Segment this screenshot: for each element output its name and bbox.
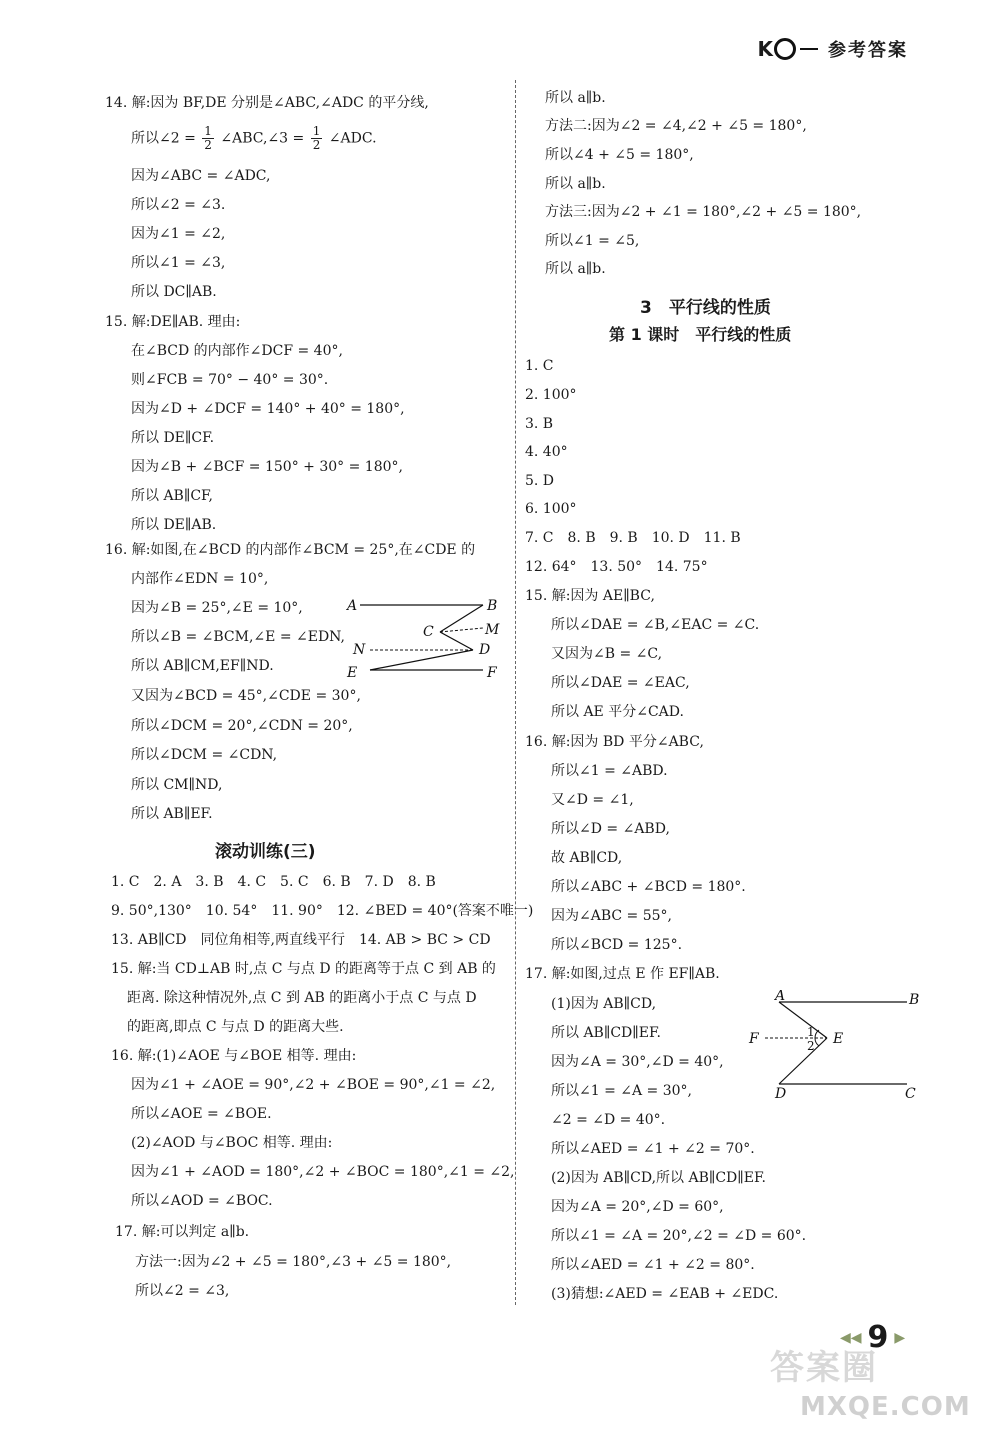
answer-line: 1. C 2. A 3. B 4. C 5. C 6. B 7. D 8. B — [111, 874, 436, 890]
svg-text:1: 1 — [807, 1025, 815, 1039]
text-line: 因为∠1 = ∠2, — [131, 226, 226, 242]
text-line: 所以∠1 = ∠A = 30°, — [551, 1083, 693, 1099]
text-line: 15. 解:因为 AE∥BC, — [525, 588, 655, 604]
svg-text:B: B — [487, 598, 498, 614]
column-divider — [515, 80, 516, 1305]
svg-text:N: N — [353, 642, 366, 658]
text-line: 所以∠B = ∠BCM,∠E = ∠EDN, — [131, 629, 345, 645]
text-line: 所以 a∥b. — [545, 90, 606, 106]
text-line: 所以∠ABC + ∠BCD = 180°. — [551, 879, 746, 895]
text-line: 方法二:因为∠2 = ∠4,∠2 + ∠5 = 180°, — [545, 118, 807, 134]
svg-text:D: D — [775, 1086, 787, 1100]
answer-line: 4. 40° — [525, 444, 568, 460]
text-line: 14. 解:因为 BF,DE 分别是∠ABC,∠ADC 的平分线, — [105, 95, 429, 111]
svg-text:D: D — [479, 642, 491, 658]
text-line: 所以 AB∥EF. — [131, 806, 213, 822]
text-line: 所以 AB∥CD∥EF. — [551, 1025, 661, 1041]
text-line: 所以∠D = ∠ABD, — [551, 821, 670, 837]
answer-line: 12. 64° 13. 50° 14. 75° — [525, 559, 708, 575]
text-line: 方法三:因为∠2 + ∠1 = 180°,∠2 + ∠5 = 180°, — [545, 204, 862, 220]
answer-line: 1. C — [525, 358, 554, 374]
ornament-left-icon: ◀◀ — [840, 1329, 862, 1346]
text-line: 内部作∠EDN = 10°, — [131, 571, 269, 587]
text-line: 故 AB∥CD, — [551, 850, 623, 866]
page-number: ◀◀ 9 ▶ — [840, 1320, 906, 1355]
svg-text:B: B — [909, 992, 920, 1008]
brand-logo-icon: K — [758, 37, 819, 61]
text-line: 距离. 除这种情况外,点 C 到 AB 的距离小于点 C 与点 D — [127, 990, 477, 1006]
text-line: 16. 解:如图,在∠BCD 的内部作∠BCM = 25°,在∠CDE 的 — [105, 542, 476, 558]
text-line: (2)∠AOD 与∠BOC 相等. 理由: — [131, 1135, 333, 1151]
text-line: 所以∠1 = ∠A = 20°,∠2 = ∠D = 60°. — [551, 1228, 807, 1244]
answer-line: 3. B — [525, 416, 554, 432]
svg-text:A: A — [347, 598, 358, 614]
answer-line: 5. D — [525, 473, 555, 489]
text-line: 所以 AB∥CF, — [131, 488, 214, 504]
text-line: 17. 解:可以判定 a∥b. — [115, 1224, 250, 1240]
section-title: 滚动训练(三) — [215, 842, 316, 862]
header-title: 参考答案 — [828, 40, 908, 61]
watermark-logo: 答案圈 — [770, 1348, 878, 1388]
text-line: 所以 AB∥CM,EF∥ND. — [131, 658, 274, 674]
text-line: (1)因为 AB∥CD, — [551, 996, 657, 1012]
text-line: 所以 DE∥CF. — [131, 430, 215, 446]
text-line: 因为∠B + ∠BCF = 150° + 30° = 180°, — [131, 459, 403, 475]
figure-parallel-angle — [747, 990, 927, 1100]
text-line: 所以∠1 = ∠3, — [131, 255, 226, 271]
text-line: 所以 DC∥AB. — [131, 284, 217, 300]
text-line: 所以 a∥b. — [545, 176, 606, 192]
svg-text:F: F — [749, 1031, 759, 1047]
subsection-title: 第 1 课时 平行线的性质 — [609, 325, 792, 344]
svg-text:M: M — [485, 622, 500, 638]
text-line: 15. 解:DE∥AB. 理由: — [105, 314, 241, 330]
text-line: 所以∠2 = ∠3, — [135, 1283, 230, 1299]
text-line: 所以∠AOD = ∠BOC. — [131, 1193, 273, 1209]
text-line: 的距离,即点 C 与点 D 的距离大些. — [127, 1019, 344, 1035]
text-line: 则∠FCB = 70° − 40° = 30°. — [131, 372, 329, 388]
text-line: 所以∠DCM = ∠CDN, — [131, 747, 278, 763]
text-line: 又∠D = ∠1, — [551, 792, 634, 808]
page-header — [758, 36, 909, 62]
text-line: 所以∠4 + ∠5 = 180°, — [545, 147, 694, 163]
section-title: 3 平行线的性质 — [640, 298, 771, 318]
text-line: 所以∠AOE = ∠BOE. — [131, 1106, 272, 1122]
text-line: 所以∠1 = ∠ABD. — [551, 763, 668, 779]
text-line: 所以 a∥b. — [545, 261, 606, 277]
text-line: 因为∠1 + ∠AOD = 180°,∠2 + ∠BOC = 180°,∠1 = ∠2, — [131, 1164, 515, 1180]
text-line: 所以∠AED = ∠1 + ∠2 = 70°. — [551, 1141, 755, 1157]
text-line: 所以∠1 = ∠5, — [545, 233, 640, 249]
text-line: 17. 解:如图,过点 E 作 EF∥AB. — [525, 966, 720, 982]
text-line: 16. 解:(1)∠AOE 与∠BOE 相等. 理由: — [111, 1048, 357, 1064]
text-line: 方法一:因为∠2 + ∠5 = 180°,∠3 + ∠5 = 180°, — [135, 1254, 452, 1270]
text-line: 因为∠1 + ∠AOE = 90°,∠2 + ∠BOE = 90°,∠1 = ∠2, — [131, 1077, 496, 1093]
text-line: 所以 DE∥AB. — [131, 517, 217, 533]
text-line: (3)猜想:∠AED = ∠EAB + ∠EDC. — [551, 1286, 779, 1302]
text-line: 所以 CM∥ND, — [131, 777, 223, 793]
text-line: 所以∠BCD = 125°. — [551, 937, 683, 953]
text-line: ∠2 = ∠D = 40°. — [551, 1112, 666, 1128]
text-line: 因为∠ABC = 55°, — [551, 908, 672, 924]
text-line: 因为∠A = 20°,∠D = 60°, — [551, 1199, 724, 1215]
watermark-url: MXQE.COM — [800, 1392, 971, 1422]
text-line: 所以∠DCM = 20°,∠CDN = 20°, — [131, 718, 353, 734]
fraction-line: 所以∠2 = $\frac{1}{2}$ ∠ABC,∠3 = $\frac{1}{2}$ ∠ADC. — [131, 124, 377, 152]
svg-text:F: F — [487, 665, 497, 680]
text-line: (2)因为 AB∥CD,所以 AB∥CD∥EF. — [551, 1170, 766, 1186]
figure-zigzag-parallel — [345, 590, 505, 680]
answer-line: 6. 100° — [525, 501, 577, 517]
svg-text:E: E — [833, 1031, 844, 1047]
svg-text:2: 2 — [807, 1039, 815, 1053]
text-line: 又因为∠BCD = 45°,∠CDE = 30°, — [131, 688, 361, 704]
svg-text:A: A — [775, 990, 786, 1004]
text-line: 16. 解:因为 BD 平分∠ABC, — [525, 734, 704, 750]
text-line: 因为∠A = 30°,∠D = 40°, — [551, 1054, 724, 1070]
text-line: 因为∠B = 25°,∠E = 10°, — [131, 600, 303, 616]
ornament-right-icon: ▶ — [894, 1329, 906, 1346]
text-line: 因为∠ABC = ∠ADC, — [131, 168, 271, 184]
text-line: 又因为∠B = ∠C, — [551, 646, 663, 662]
svg-text:C: C — [905, 1086, 916, 1100]
text-line: 所以∠AED = ∠1 + ∠2 = 80°. — [551, 1257, 755, 1273]
text-line: 15. 解:当 CD⊥AB 时,点 C 与点 D 的距离等于点 C 到 AB 的 — [111, 961, 496, 977]
text-line: 所以∠DAE = ∠EAC, — [551, 675, 690, 691]
answer-line: 9. 50°,130° 10. 54° 11. 90° 12. ∠BED = 40°(答案不唯一) — [111, 903, 534, 919]
answer-line: 2. 100° — [525, 387, 577, 403]
answer-line: 7. C 8. B 9. B 10. D 11. B — [525, 530, 741, 546]
text-line: 所以∠DAE = ∠B,∠EAC = ∠C. — [551, 617, 760, 633]
answer-line: 13. AB∥CD 同位角相等,两直线平行 14. AB > BC > CD — [111, 932, 491, 948]
svg-text:C: C — [423, 624, 434, 640]
text-line: 所以 AE 平分∠CAD. — [551, 704, 684, 720]
text-line: 所以∠2 = ∠3. — [131, 197, 226, 213]
text-line: 在∠BCD 的内部作∠DCF = 40°, — [131, 343, 343, 359]
svg-text:E: E — [347, 665, 358, 680]
text-line: 因为∠D + ∠DCF = 140° + 40° = 180°, — [131, 401, 405, 417]
